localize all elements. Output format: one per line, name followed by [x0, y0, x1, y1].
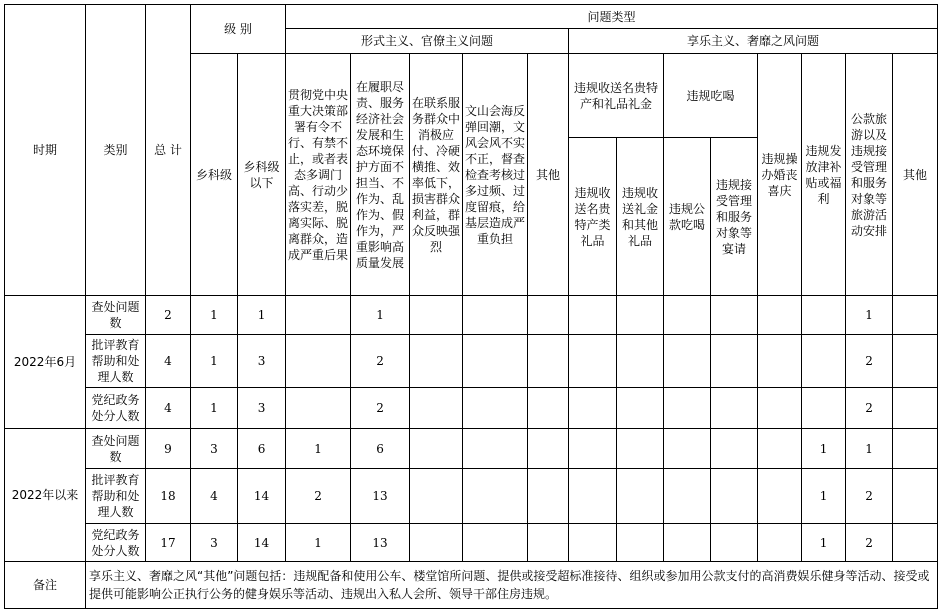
formalism-item-2: 在履职尽责、服务经济社会发展和生态环境保护方面不担当、不作为、乱作为、假作为，严重影响高质量发展 — [351, 54, 410, 296]
value-cell: 2 — [351, 335, 410, 388]
value-cell: 1 — [846, 296, 893, 335]
eat-group-header: 违规吃喝 — [664, 54, 758, 138]
value-cell — [664, 388, 711, 429]
value-cell — [893, 388, 938, 429]
wedding-header: 违规操办婚丧喜庆 — [758, 54, 802, 296]
value-cell: 1 — [286, 524, 351, 562]
value-cell — [410, 388, 463, 429]
value-cell — [463, 388, 528, 429]
value-cell: 3 — [238, 335, 286, 388]
formalism-item-1: 贯彻党中央重大决策部署有令不行、有禁不止，或者表态多调门高、行动少落实差，脱离实际、脱离群众，造成严重后果 — [286, 54, 351, 296]
value-cell — [802, 388, 846, 429]
value-cell — [463, 524, 528, 562]
table-row — [5, 335, 938, 388]
note-text: 享乐主义、奢靡之风“其他”问题包括：违规配备和使用公车、楼堂馆所问题、提供或接受超标准接待、组织或参加用公款支付的高消费娱乐健身等活动、接受或提供可能影响公正执行公务的健身娱乐等活动、违规出入私人会所、领导干部住房违规。 — [86, 562, 938, 609]
value-cell — [286, 296, 351, 335]
value-cell — [664, 469, 711, 524]
category-cell: 批评教育帮助和处理人数 — [86, 469, 146, 524]
value-cell — [711, 296, 758, 335]
value-cell: 1 — [802, 524, 846, 562]
value-cell — [410, 524, 463, 562]
hedonism-header: 享乐主义、奢靡之风问题 — [569, 29, 938, 54]
table-row — [5, 469, 938, 524]
period-cell: 2022年6月 — [5, 296, 86, 429]
value-cell — [758, 429, 802, 469]
value-cell — [569, 296, 617, 335]
value-cell — [569, 388, 617, 429]
value-cell — [410, 429, 463, 469]
value-cell: 1 — [351, 296, 410, 335]
value-cell — [528, 388, 569, 429]
value-cell: 2 — [146, 296, 191, 335]
value-cell: 1 — [286, 429, 351, 469]
formalism-item-3: 在联系服务群众中消极应付、冷硬横推、效率低下，损害群众利益，群众反映强烈 — [410, 54, 463, 296]
table-row — [5, 524, 938, 562]
total-header: 总 计 — [146, 5, 191, 296]
value-cell — [802, 335, 846, 388]
value-cell — [711, 469, 758, 524]
value-cell — [617, 296, 664, 335]
value-cell — [617, 388, 664, 429]
value-cell — [528, 524, 569, 562]
gift-item-1: 违规收送名贵特产类礼品 — [569, 138, 617, 296]
level-township-header: 乡科级 — [191, 54, 238, 296]
table-row — [5, 296, 938, 335]
value-cell: 2 — [846, 335, 893, 388]
value-cell: 3 — [191, 429, 238, 469]
value-cell: 13 — [351, 469, 410, 524]
value-cell — [893, 429, 938, 469]
value-cell: 9 — [146, 429, 191, 469]
value-cell: 3 — [191, 524, 238, 562]
value-cell — [758, 388, 802, 429]
value-cell — [664, 524, 711, 562]
travel-header: 公款旅游以及违规接受管理和服务对象等旅游活动安排 — [846, 54, 893, 296]
hedonism-other: 其他 — [893, 54, 938, 296]
value-cell — [528, 296, 569, 335]
value-cell — [286, 388, 351, 429]
period-header: 时期 — [5, 5, 86, 296]
value-cell — [410, 296, 463, 335]
value-cell — [569, 429, 617, 469]
value-cell — [410, 335, 463, 388]
value-cell — [528, 429, 569, 469]
value-cell: 1 — [191, 388, 238, 429]
value-cell — [286, 335, 351, 388]
value-cell — [463, 429, 528, 469]
table-row — [5, 388, 938, 429]
value-cell — [569, 335, 617, 388]
note-label: 备注 — [5, 562, 86, 609]
value-cell — [664, 429, 711, 469]
level-header: 级 别 — [191, 5, 286, 54]
note-row — [5, 562, 938, 609]
value-cell: 1 — [238, 296, 286, 335]
value-cell: 3 — [238, 388, 286, 429]
value-cell — [528, 469, 569, 524]
gift-group-header: 违规收送名贵特产和礼品礼金 — [569, 54, 664, 138]
value-cell: 4 — [146, 388, 191, 429]
category-cell: 查处问题数 — [86, 296, 146, 335]
value-cell — [463, 296, 528, 335]
value-cell — [617, 335, 664, 388]
problem-type-header: 问题类型 — [286, 5, 938, 29]
value-cell — [569, 469, 617, 524]
value-cell — [617, 469, 664, 524]
value-cell — [802, 296, 846, 335]
value-cell — [528, 335, 569, 388]
value-cell — [664, 335, 711, 388]
value-cell: 1 — [802, 469, 846, 524]
category-cell: 党纪政务处分人数 — [86, 388, 146, 429]
value-cell — [893, 335, 938, 388]
value-cell — [893, 469, 938, 524]
value-cell: 14 — [238, 524, 286, 562]
category-cell: 查处问题数 — [86, 429, 146, 469]
statistics-table — [4, 4, 938, 609]
value-cell — [463, 469, 528, 524]
value-cell: 2 — [286, 469, 351, 524]
value-cell — [410, 469, 463, 524]
value-cell — [569, 524, 617, 562]
value-cell: 2 — [351, 388, 410, 429]
category-header: 类别 — [86, 5, 146, 296]
value-cell — [758, 296, 802, 335]
value-cell — [758, 335, 802, 388]
value-cell: 1 — [802, 429, 846, 469]
category-cell: 党纪政务处分人数 — [86, 524, 146, 562]
value-cell: 2 — [846, 469, 893, 524]
value-cell — [711, 388, 758, 429]
value-cell — [893, 524, 938, 562]
value-cell: 18 — [146, 469, 191, 524]
eat-item-2: 违规接受管理和服务对象等宴请 — [711, 138, 758, 296]
value-cell: 1 — [191, 296, 238, 335]
header-row — [5, 5, 938, 29]
value-cell — [711, 335, 758, 388]
value-cell — [617, 524, 664, 562]
value-cell: 17 — [146, 524, 191, 562]
category-cell: 批评教育帮助和处理人数 — [86, 335, 146, 388]
value-cell — [893, 296, 938, 335]
value-cell: 4 — [191, 469, 238, 524]
value-cell: 2 — [846, 524, 893, 562]
period-cell: 2022年以来 — [5, 429, 86, 562]
value-cell: 4 — [146, 335, 191, 388]
level-below-header: 乡科级以下 — [238, 54, 286, 296]
value-cell: 13 — [351, 524, 410, 562]
formalism-item-4: 文山会海反弹回潮，文风会风不实不正，督查检查考核过多过频、过度留痕，给基层造成严重负担 — [463, 54, 528, 296]
value-cell — [758, 524, 802, 562]
value-cell: 6 — [238, 429, 286, 469]
value-cell — [758, 469, 802, 524]
value-cell: 6 — [351, 429, 410, 469]
value-cell: 1 — [191, 335, 238, 388]
formalism-other: 其他 — [528, 54, 569, 296]
value-cell — [617, 429, 664, 469]
table-row — [5, 429, 938, 469]
value-cell: 1 — [846, 429, 893, 469]
value-cell: 2 — [846, 388, 893, 429]
allowance-header: 违规发放津补贴或福利 — [802, 54, 846, 296]
gift-item-2: 违规收送礼金和其他礼品 — [617, 138, 664, 296]
value-cell — [664, 296, 711, 335]
formalism-header: 形式主义、官僚主义问题 — [286, 29, 569, 54]
value-cell: 14 — [238, 469, 286, 524]
value-cell — [711, 524, 758, 562]
eat-item-1: 违规公款吃喝 — [664, 138, 711, 296]
value-cell — [711, 429, 758, 469]
value-cell — [463, 335, 528, 388]
